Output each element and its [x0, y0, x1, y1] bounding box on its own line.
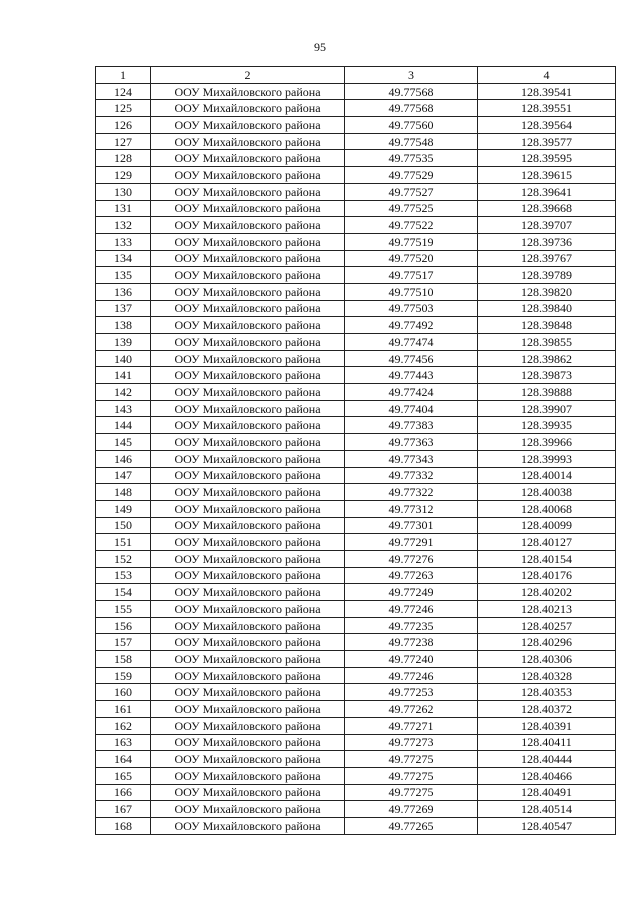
cell-longitude: 128.39862: [478, 350, 616, 367]
cell-name: ООУ Михайловского района: [151, 767, 345, 784]
table-row: [96, 734, 616, 751]
table-row: [96, 350, 616, 367]
cell-latitude: 49.77383: [345, 417, 478, 434]
cell-number: 152: [96, 550, 151, 567]
cell-latitude: 49.77510: [345, 283, 478, 300]
cell-number: 167: [96, 801, 151, 818]
cell-latitude: 49.77265: [345, 817, 478, 834]
cell-latitude: 49.77291: [345, 534, 478, 551]
cell-longitude: 128.40202: [478, 584, 616, 601]
cell-name: ООУ Михайловского района: [151, 317, 345, 334]
cell-latitude: 49.77474: [345, 334, 478, 351]
cell-longitude: 128.40491: [478, 784, 616, 801]
cell-longitude: 128.40296: [478, 634, 616, 651]
cell-number: 147: [96, 467, 151, 484]
cell-name: ООУ Михайловского района: [151, 150, 345, 167]
cell-latitude: 49.77517: [345, 267, 478, 284]
coordinates-table: [95, 66, 616, 835]
cell-number: 154: [96, 584, 151, 601]
cell-number: 140: [96, 350, 151, 367]
cell-latitude: 49.77275: [345, 751, 478, 768]
cell-longitude: 128.40328: [478, 667, 616, 684]
table-row: [96, 467, 616, 484]
cell-latitude: 49.77312: [345, 500, 478, 517]
cell-longitude: 128.40154: [478, 550, 616, 567]
cell-latitude: 49.77443: [345, 367, 478, 384]
cell-name: ООУ Михайловского района: [151, 801, 345, 818]
cell-longitude: 128.40444: [478, 751, 616, 768]
table-row: [96, 384, 616, 401]
cell-longitude: 128.39641: [478, 183, 616, 200]
table-row: [96, 517, 616, 534]
cell-name: ООУ Михайловского района: [151, 484, 345, 501]
table-row: [96, 801, 616, 818]
cell-number: 136: [96, 283, 151, 300]
cell-name: ООУ Михайловского района: [151, 334, 345, 351]
cell-latitude: 49.77529: [345, 167, 478, 184]
cell-latitude: 49.77332: [345, 467, 478, 484]
table-row: [96, 450, 616, 467]
column-header-latitude: 3: [345, 67, 478, 84]
cell-name: ООУ Михайловского района: [151, 450, 345, 467]
cell-longitude: 128.40014: [478, 467, 616, 484]
table-row: [96, 317, 616, 334]
table-row: [96, 200, 616, 217]
cell-longitude: 128.40213: [478, 601, 616, 618]
cell-latitude: 49.77548: [345, 133, 478, 150]
cell-name: ООУ Михайловского района: [151, 434, 345, 451]
cell-latitude: 49.77240: [345, 651, 478, 668]
table-row: [96, 767, 616, 784]
cell-latitude: 49.77271: [345, 717, 478, 734]
cell-longitude: 128.39564: [478, 117, 616, 134]
cell-latitude: 49.77253: [345, 684, 478, 701]
column-header-name: 2: [151, 67, 345, 84]
cell-latitude: 49.77301: [345, 517, 478, 534]
cell-name: ООУ Михайловского района: [151, 651, 345, 668]
cell-longitude: 128.39873: [478, 367, 616, 384]
cell-longitude: 128.40257: [478, 617, 616, 634]
cell-longitude: 128.39595: [478, 150, 616, 167]
cell-number: 141: [96, 367, 151, 384]
table-row: [96, 300, 616, 317]
table-row: [96, 550, 616, 567]
table-row: [96, 417, 616, 434]
cell-number: 142: [96, 384, 151, 401]
cell-number: 163: [96, 734, 151, 751]
cell-number: 135: [96, 267, 151, 284]
cell-longitude: 128.39888: [478, 384, 616, 401]
cell-number: 130: [96, 183, 151, 200]
table-row: [96, 183, 616, 200]
cell-latitude: 49.77522: [345, 217, 478, 234]
cell-latitude: 49.77246: [345, 601, 478, 618]
cell-longitude: 128.40127: [478, 534, 616, 551]
cell-longitude: 128.39736: [478, 233, 616, 250]
table-row: [96, 83, 616, 100]
cell-latitude: 49.77273: [345, 734, 478, 751]
cell-name: ООУ Михайловского района: [151, 584, 345, 601]
cell-name: ООУ Михайловского района: [151, 717, 345, 734]
cell-number: 126: [96, 117, 151, 134]
cell-latitude: 49.77456: [345, 350, 478, 367]
cell-name: ООУ Михайловского района: [151, 183, 345, 200]
column-header-longitude: 4: [478, 67, 616, 84]
cell-number: 168: [96, 817, 151, 834]
cell-longitude: 128.40038: [478, 484, 616, 501]
cell-name: ООУ Михайловского района: [151, 300, 345, 317]
cell-number: 161: [96, 701, 151, 718]
cell-latitude: 49.77263: [345, 567, 478, 584]
cell-latitude: 49.77235: [345, 617, 478, 634]
cell-number: 157: [96, 634, 151, 651]
cell-latitude: 49.77276: [345, 550, 478, 567]
table-row: [96, 634, 616, 651]
cell-name: ООУ Михайловского района: [151, 384, 345, 401]
cell-name: ООУ Михайловского района: [151, 817, 345, 834]
cell-latitude: 49.77525: [345, 200, 478, 217]
cell-latitude: 49.77535: [345, 150, 478, 167]
cell-longitude: 128.39789: [478, 267, 616, 284]
cell-number: 125: [96, 100, 151, 117]
table-row: [96, 684, 616, 701]
cell-number: 144: [96, 417, 151, 434]
cell-number: 145: [96, 434, 151, 451]
table-row: [96, 701, 616, 718]
cell-longitude: 128.39577: [478, 133, 616, 150]
table-row: [96, 817, 616, 834]
table-row: [96, 250, 616, 267]
cell-number: 137: [96, 300, 151, 317]
cell-number: 139: [96, 334, 151, 351]
table-row: [96, 167, 616, 184]
cell-longitude: 128.40411: [478, 734, 616, 751]
table-row: [96, 434, 616, 451]
cell-name: ООУ Михайловского района: [151, 517, 345, 534]
cell-name: ООУ Михайловского района: [151, 267, 345, 284]
cell-name: ООУ Михайловского района: [151, 534, 345, 551]
cell-number: 131: [96, 200, 151, 217]
cell-latitude: 49.77520: [345, 250, 478, 267]
cell-longitude: 128.39541: [478, 83, 616, 100]
cell-number: 160: [96, 684, 151, 701]
cell-name: ООУ Михайловского района: [151, 250, 345, 267]
cell-longitude: 128.40099: [478, 517, 616, 534]
cell-longitude: 128.39615: [478, 167, 616, 184]
cell-latitude: 49.77275: [345, 784, 478, 801]
page-number: 95: [314, 40, 326, 54]
cell-number: 153: [96, 567, 151, 584]
cell-latitude: 49.77404: [345, 400, 478, 417]
cell-name: ООУ Михайловского района: [151, 350, 345, 367]
cell-longitude: 128.40306: [478, 651, 616, 668]
table-row: [96, 100, 616, 117]
cell-number: 162: [96, 717, 151, 734]
table-row: [96, 751, 616, 768]
table-row: [96, 601, 616, 618]
table-row: [96, 233, 616, 250]
cell-name: ООУ Михайловского района: [151, 83, 345, 100]
cell-name: ООУ Михайловского района: [151, 500, 345, 517]
cell-latitude: 49.77246: [345, 667, 478, 684]
cell-latitude: 49.77568: [345, 83, 478, 100]
table-row: [96, 283, 616, 300]
cell-number: 146: [96, 450, 151, 467]
cell-name: ООУ Михайловского района: [151, 784, 345, 801]
table-row: [96, 784, 616, 801]
cell-number: 133: [96, 233, 151, 250]
cell-name: ООУ Михайловского района: [151, 283, 345, 300]
cell-name: ООУ Михайловского района: [151, 567, 345, 584]
cell-name: ООУ Михайловского района: [151, 167, 345, 184]
table-row: [96, 667, 616, 684]
cell-longitude: 128.39551: [478, 100, 616, 117]
cell-longitude: 128.40068: [478, 500, 616, 517]
cell-longitude: 128.40391: [478, 717, 616, 734]
cell-latitude: 49.77424: [345, 384, 478, 401]
cell-number: 166: [96, 784, 151, 801]
cell-longitude: 128.40466: [478, 767, 616, 784]
table-row: [96, 267, 616, 284]
cell-latitude: 49.77343: [345, 450, 478, 467]
cell-latitude: 49.77560: [345, 117, 478, 134]
cell-name: ООУ Михайловского района: [151, 667, 345, 684]
table-row: [96, 217, 616, 234]
cell-number: 132: [96, 217, 151, 234]
cell-name: ООУ Михайловского района: [151, 734, 345, 751]
cell-number: 149: [96, 500, 151, 517]
cell-number: 150: [96, 517, 151, 534]
cell-longitude: 128.39855: [478, 334, 616, 351]
cell-longitude: 128.40176: [478, 567, 616, 584]
table-row: [96, 567, 616, 584]
cell-name: ООУ Михайловского района: [151, 601, 345, 618]
cell-longitude: 128.39707: [478, 217, 616, 234]
cell-longitude: 128.40514: [478, 801, 616, 818]
cell-name: ООУ Михайловского района: [151, 117, 345, 134]
cell-name: ООУ Михайловского района: [151, 217, 345, 234]
cell-latitude: 49.77249: [345, 584, 478, 601]
cell-name: ООУ Михайловского района: [151, 367, 345, 384]
cell-number: 148: [96, 484, 151, 501]
cell-number: 124: [96, 83, 151, 100]
cell-number: 155: [96, 601, 151, 618]
cell-name: ООУ Михайловского района: [151, 751, 345, 768]
cell-latitude: 49.77568: [345, 100, 478, 117]
cell-longitude: 128.40547: [478, 817, 616, 834]
cell-name: ООУ Михайловского района: [151, 133, 345, 150]
cell-number: 159: [96, 667, 151, 684]
cell-longitude: 128.39668: [478, 200, 616, 217]
table-row: [96, 117, 616, 134]
cell-name: ООУ Михайловского района: [151, 100, 345, 117]
cell-longitude: 128.39935: [478, 417, 616, 434]
cell-number: 165: [96, 767, 151, 784]
cell-name: ООУ Михайловского района: [151, 550, 345, 567]
table-row: [96, 717, 616, 734]
cell-name: ООУ Михайловского района: [151, 684, 345, 701]
cell-name: ООУ Михайловского района: [151, 701, 345, 718]
column-header-number: 1: [96, 67, 151, 84]
table-row: [96, 400, 616, 417]
table-header-row: [96, 67, 616, 84]
cell-number: 151: [96, 534, 151, 551]
cell-latitude: 49.77519: [345, 233, 478, 250]
cell-longitude: 128.40372: [478, 701, 616, 718]
cell-longitude: 128.39848: [478, 317, 616, 334]
table-row: [96, 334, 616, 351]
cell-longitude: 128.39907: [478, 400, 616, 417]
table-row: [96, 367, 616, 384]
cell-latitude: 49.77527: [345, 183, 478, 200]
cell-name: ООУ Михайловского района: [151, 200, 345, 217]
table-body: [96, 83, 616, 834]
table-row: [96, 584, 616, 601]
cell-name: ООУ Михайловского района: [151, 233, 345, 250]
cell-name: ООУ Михайловского района: [151, 400, 345, 417]
cell-number: 138: [96, 317, 151, 334]
cell-longitude: 128.40353: [478, 684, 616, 701]
cell-name: ООУ Михайловского района: [151, 417, 345, 434]
cell-number: 164: [96, 751, 151, 768]
cell-latitude: 49.77262: [345, 701, 478, 718]
cell-name: ООУ Михайловского района: [151, 634, 345, 651]
table-row: [96, 150, 616, 167]
cell-longitude: 128.39820: [478, 283, 616, 300]
cell-number: 128: [96, 150, 151, 167]
cell-latitude: 49.77322: [345, 484, 478, 501]
cell-number: 158: [96, 651, 151, 668]
cell-latitude: 49.77363: [345, 434, 478, 451]
cell-longitude: 128.39993: [478, 450, 616, 467]
cell-name: ООУ Михайловского района: [151, 617, 345, 634]
table-row: [96, 500, 616, 517]
cell-latitude: 49.77238: [345, 634, 478, 651]
cell-longitude: 128.39840: [478, 300, 616, 317]
cell-latitude: 49.77275: [345, 767, 478, 784]
cell-latitude: 49.77269: [345, 801, 478, 818]
cell-latitude: 49.77503: [345, 300, 478, 317]
cell-longitude: 128.39966: [478, 434, 616, 451]
cell-number: 143: [96, 400, 151, 417]
cell-latitude: 49.77492: [345, 317, 478, 334]
cell-number: 156: [96, 617, 151, 634]
cell-name: ООУ Михайловского района: [151, 467, 345, 484]
cell-number: 129: [96, 167, 151, 184]
cell-number: 127: [96, 133, 151, 150]
table-row: [96, 484, 616, 501]
table-row: [96, 133, 616, 150]
cell-longitude: 128.39767: [478, 250, 616, 267]
table-row: [96, 617, 616, 634]
table-row: [96, 651, 616, 668]
cell-number: 134: [96, 250, 151, 267]
table-row: [96, 534, 616, 551]
